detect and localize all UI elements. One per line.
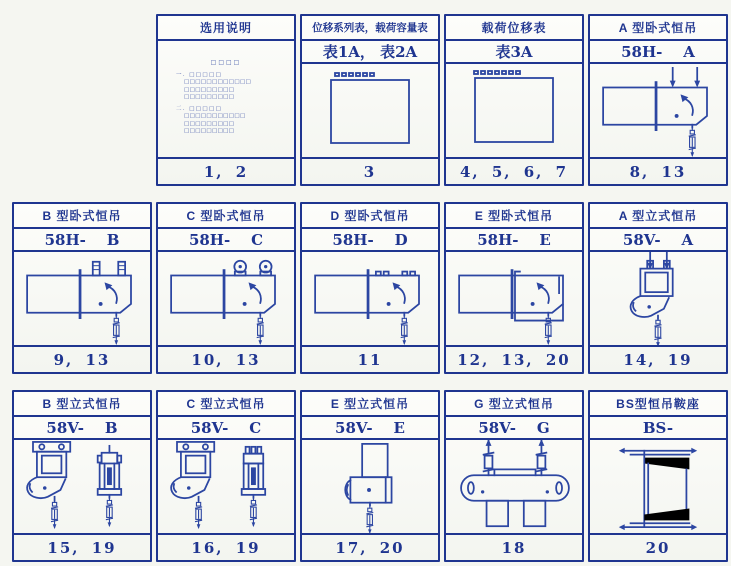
panel-58v-b [12,390,152,562]
drawing-58v-g [446,440,582,533]
panel-58v-e [300,390,440,562]
panel-page-refs: 10, 13 [158,345,294,372]
drawing-58h-e [446,252,582,345]
panel-page-refs: 9, 13 [14,345,150,372]
drawing-58v-a [590,252,726,345]
panel-page-refs: 12, 13, 20 [446,345,582,372]
panel-model: 58H- C [158,229,294,252]
panel-58v-a [588,202,728,374]
panel-58h-a [588,14,728,186]
panel-model: 58V- A [590,229,726,252]
panel-58v-c [156,390,296,562]
panel-selection-notes [156,14,296,186]
panel-title: D 型卧式恒吊 [302,204,438,229]
selection-notes-body [158,41,294,157]
panel-model: 58H- B [14,229,150,252]
panel-title: 位移系列表，载荷容量表 [302,16,438,41]
panel-model: 58V- C [158,417,294,440]
panel-page-refs: 18 [446,533,582,560]
panel-model: 58V- E [302,417,438,440]
panel-model: 58V- B [14,417,150,440]
panel-title: B 型立式恒吊 [14,392,150,417]
panel-page-refs: 20 [590,533,726,560]
drawing-58v-b [14,440,150,533]
panel-58h-e [444,202,584,374]
drawing-58h-a [590,64,726,157]
panel-58h-d [300,202,440,374]
panel-page-refs: 3 [302,157,438,184]
panel-title: 选用说明 [158,16,294,41]
drawing-58h-c [158,252,294,345]
panel-page-refs: 8, 13 [590,157,726,184]
drawing-58h-d [302,252,438,345]
drawing-58v-e [302,440,438,533]
panel-title: A 型立式恒吊 [590,204,726,229]
panel-page-refs: 1, 2 [158,157,294,184]
panel-title: 载荷位移表 [446,16,582,41]
panel-title: B 型卧式恒吊 [14,204,150,229]
panel-title: C 型立式恒吊 [158,392,294,417]
panel-table-ref: 表1A， 表2A [302,41,438,64]
panel-model: BS- [590,417,726,440]
panel-title: E 型立式恒吊 [302,392,438,417]
panel-title: C 型卧式恒吊 [158,204,294,229]
panel-page-refs: 16, 19 [158,533,294,560]
illegible-instruction-text: □□□□ 一. □□□□□ □□□□□□□□□□□□ □□□□□□□□□ □□□□□□□□□ 二. □□□□□ □□□□□□□□□□□ □□□□□□□□□ □□□□□□□□□ [176,59,252,134]
mini-table-drawing-3a [446,64,582,157]
panel-displacement-series-table [300,14,440,186]
drawing-bs-saddle [590,440,726,533]
panel-title: E 型卧式恒吊 [446,204,582,229]
panel-model: 58H- D [302,229,438,252]
panel-title: G 型立式恒吊 [446,392,582,417]
mini-table-drawing-1a [302,64,438,157]
panel-title: BS型恒吊鞍座 [590,392,726,417]
panel-bs-saddle [588,390,728,562]
drawing-58h-b [14,252,150,345]
panel-page-refs: 15, 19 [14,533,150,560]
panel-58h-c [156,202,296,374]
panel-table-ref: 表3A [446,41,582,64]
panel-model: 58V- G [446,417,582,440]
panel-page-refs: 11 [302,345,438,372]
drawing-58v-c [158,440,294,533]
panel-load-displacement-table [444,14,584,186]
panel-page-refs: 4, 5, 6, 7 [446,157,582,184]
panel-page-refs: 17, 20 [302,533,438,560]
panel-model: 58H- E [446,229,582,252]
panel-model: 58H- A [590,41,726,64]
panel-58v-g [444,390,584,562]
panel-page-refs: 14, 19 [590,345,726,372]
panel-58h-b [12,202,152,374]
panel-title: A 型卧式恒吊 [590,16,726,41]
